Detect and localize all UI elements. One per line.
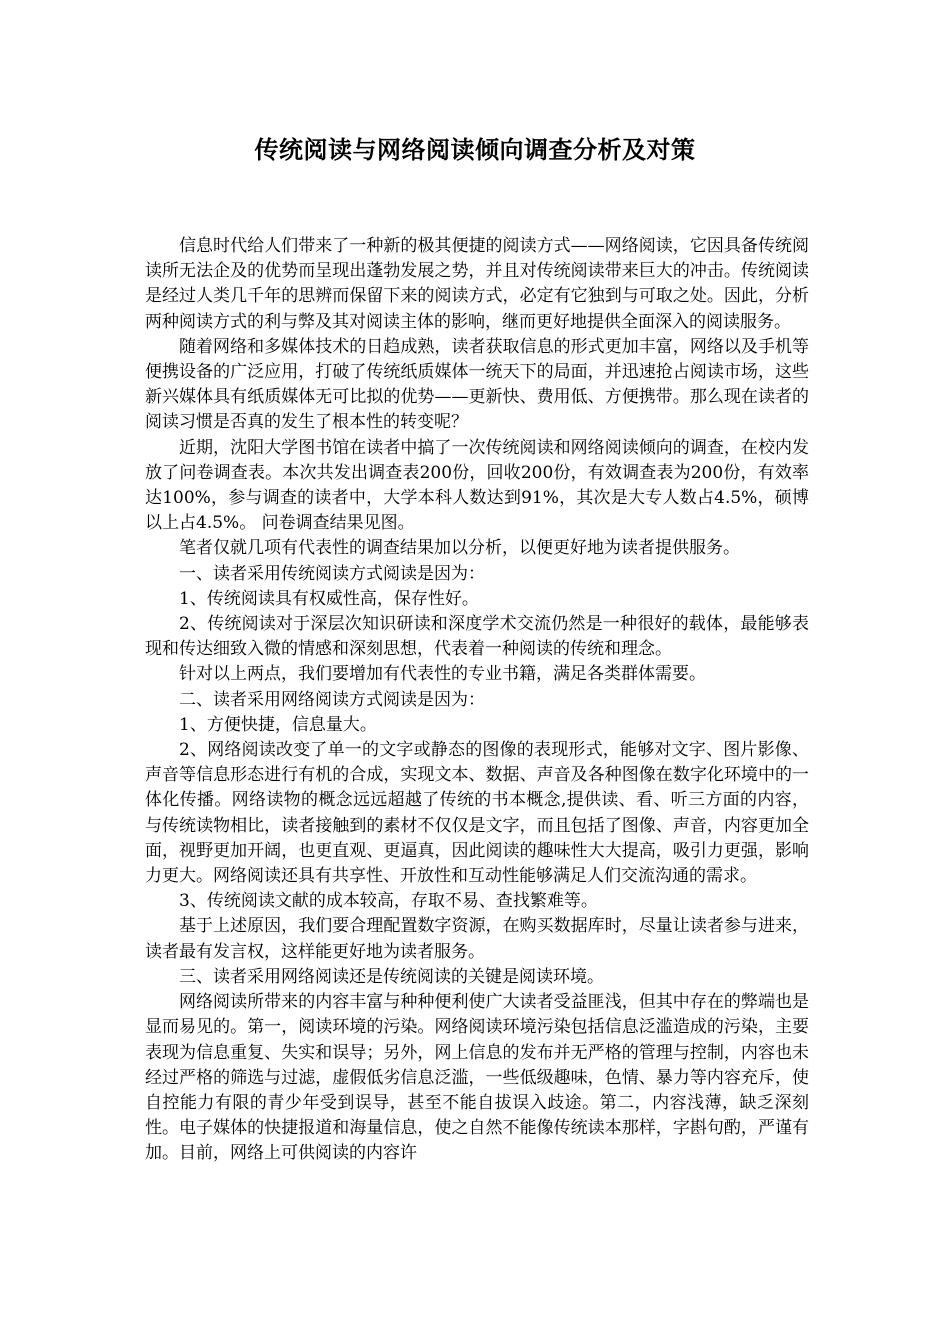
list-item-network-3: 3、传统阅读文献的成本较高，存取不易、查找繁难等。	[179, 891, 598, 912]
list-item-traditional-2: 2、传统阅读对于深层次知识研读和深度学术交流仍然是一种很好的载体，最能够表现和传达细致入微的情感和深刻思想，代表着一种阅读的传统和理念。	[145, 614, 809, 660]
paragraph-traditional-response: 针对以上两点，我们要增加有代表性的专业书籍，满足各类群体需要。	[179, 664, 706, 685]
section-heading-traditional: 一、读者采用传统阅读方式阅读是因为：	[179, 563, 485, 584]
paragraph-network-response: 基于上述原因，我们要合理配置数字资源，在购买数据库时，尽量让读者参与进来，读者最有发言权，这样能更好地为读者服务。	[145, 916, 809, 962]
paragraph-environment: 网络阅读所带来的内容丰富与种种便利使广大读者受益匪浅，但其中存在的弊端也是显而易见的。第一，阅读环境的污染。网络阅读环境污染包括信息泛滥造成的污染，主要表现为信息重复、失实和误导；另外，网上信息的发布并无严格的管理与控制，内容也未经过严格的筛选与过滤，虚假低劣信息泛滥，一些低级趣味，色情、暴力等内容充斥，使自控能力有限的青少年受到误导，甚至不能自拔误入歧途。第二，内容浅薄，缺乏深刻性。电子媒体的快捷报道和海量信息，使之自然不能像传统读本那样，字斟句酌，严谨有加。目前，网络上可供阅读的内容许	[145, 992, 809, 1164]
paragraph-analysis-intro: 笔者仅就几项有代表性的调查结果加以分析，以便更好地为读者提供服务。	[179, 538, 740, 559]
document-body	[145, 234, 809, 1167]
section-heading-environment: 三、读者采用网络阅读还是传统阅读的关键是阅读环境。	[179, 966, 604, 987]
list-item-network-1: 1、方便快捷，信息量大。	[179, 714, 377, 735]
section-heading-network: 二、读者采用网络阅读方式阅读是因为：	[179, 689, 485, 710]
document-title: 传统阅读与网络阅读倾向调查分析及对策	[254, 135, 696, 164]
paragraph-media-trend: 随着网络和多媒体技术的日趋成熟，读者获取信息的形式更加丰富，网络以及手机等便携设备的广泛应用，打破了传统纸质媒体一统天下的局面，并迅速抢占阅读市场，这些新兴媒体具有纸质媒体无可比拟的优势——更新快、费用低、方便携带。那么现在读者的阅读习惯是否真的发生了根本性的转变呢？	[145, 336, 809, 433]
list-item-traditional-1: 1、传统阅读具有权威性高，保存性好。	[179, 588, 479, 609]
paragraph-survey: 近期，沈阳大学图书馆在读者中搞了一次传统阅读和网络阅读倾向的调查，在校内发放了问卷调查表。本次共发出调查表200份，回收200份，有效调查表为200份，有效率达100%，参与调查的读者中，大学本科人数达到91%，其次是大专人数占4.5%，硕博以上占4.5%。 问卷调查结果见图。	[145, 437, 809, 534]
list-item-network-2: 2、网络阅读改变了单一的文字或静态的图像的表现形式，能够对文字、图片影像、声音等信息形态进行有机的合成，实现文本、数据、声音及各种图像在数字化环境中的一体化传播。网络读物的概念远远超越了传统的书本概念,提供读、看、听三方面的内容，与传统读物相比，读者接触到的素材不仅仅是文字，而且包括了图像、声音，内容更加全面，视野更加开阔，也更直观、更逼真，因此阅读的趣味性大大提高，吸引力更强，影响力更大。网络阅读还具有共享性、开放性和互动性能够满足人们交流沟通的需求。	[145, 740, 809, 887]
paragraph-intro: 信息时代给人们带来了一种新的极其便捷的阅读方式——网络阅读，它因具备传统阅读所无法企及的优势而呈现出蓬勃发展之势，并且对传统阅读带来巨大的冲击。传统阅读是经过人类几千年的思辨而保留下来的阅读方式，必定有它独到与可取之处。因此，分析两种阅读方式的利与弊及其对阅读主体的影响，继而更好地提供全面深入的阅读服务。	[145, 236, 809, 332]
